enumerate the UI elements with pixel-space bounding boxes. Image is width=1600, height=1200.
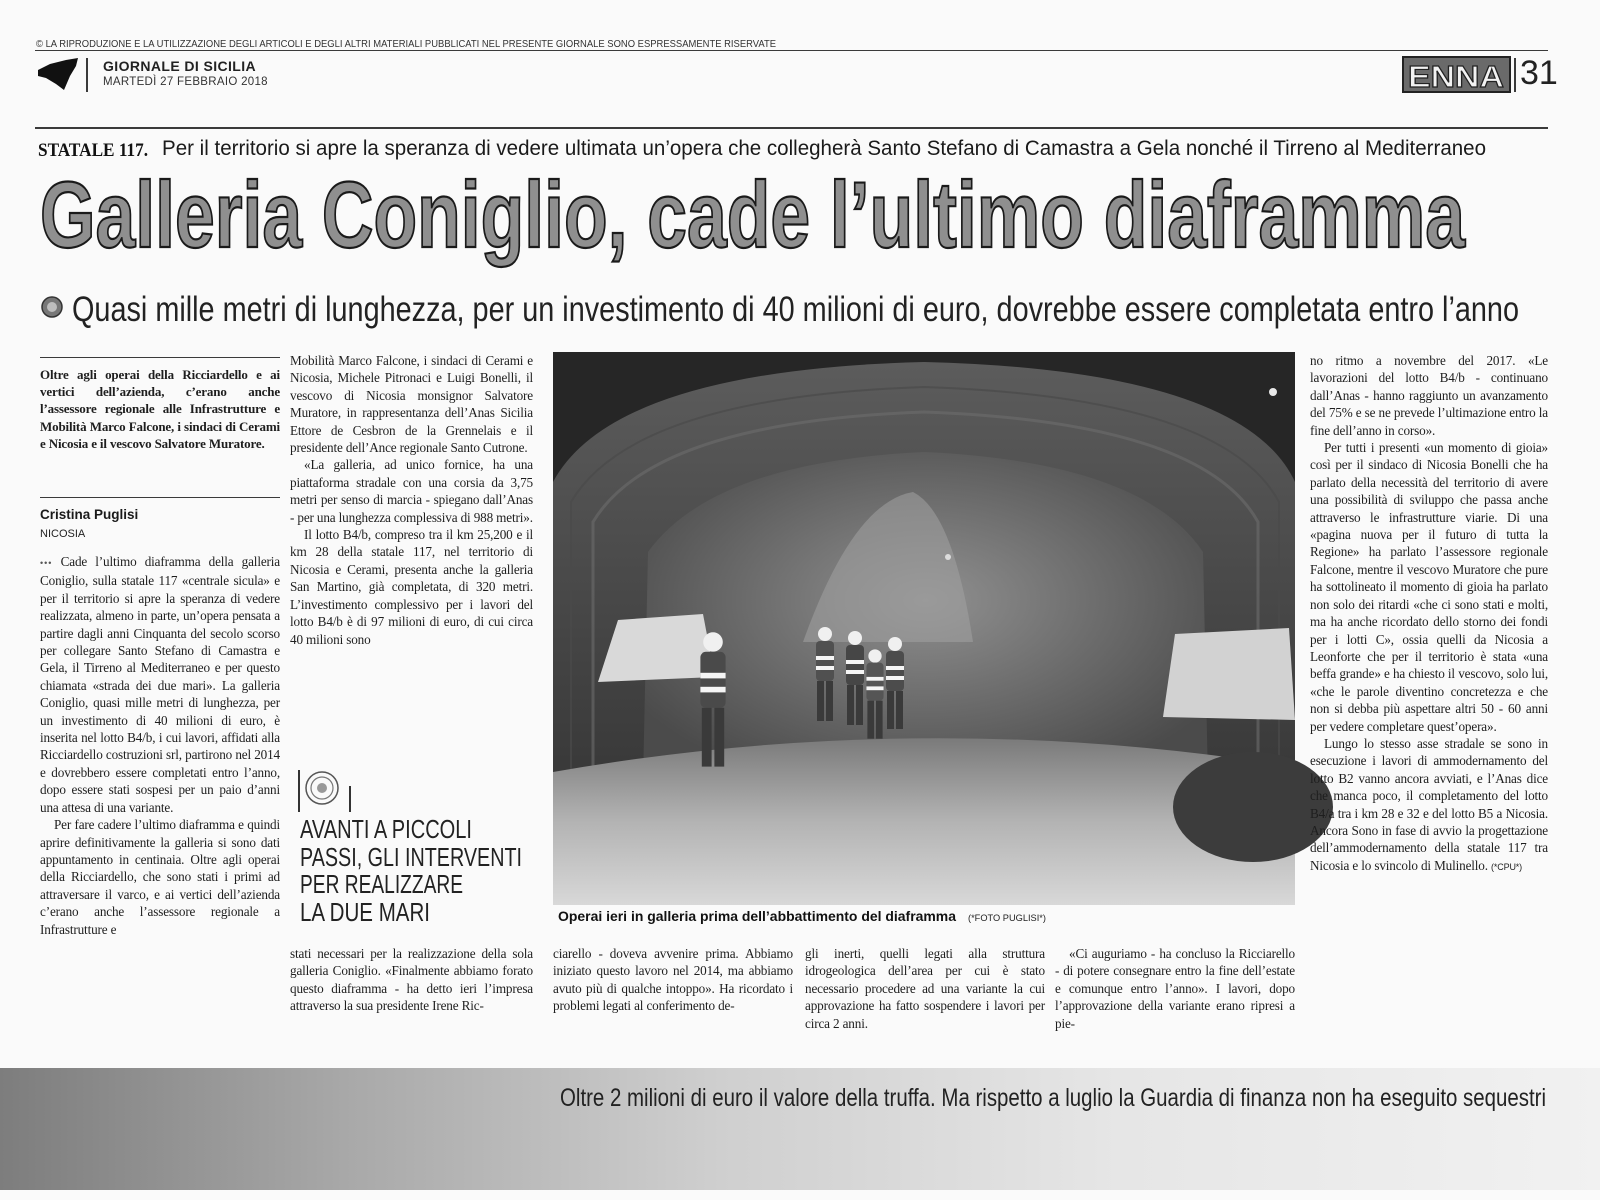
svg-text:Galleria Coniglio, cade l’ulti: Galleria Coniglio, cade l’ultimo diaframma xyxy=(40,162,1466,267)
column-1 xyxy=(40,553,280,938)
paragraph: Mobilità Marco Falcone, i sindaci di Cerami e Nicosia, Michele Pitronaci e Luigi Bonelli, il vescovo di Nicosia monsignor Salvatore Muratore, in rappresentanza dell’Anas Sicilia Ettore de Cesbron de la Grennelais e il presidente dell’Ance regionale Santo Cutrone. xyxy=(290,353,533,456)
paragraph: gli inerti, quelli legati alla struttura idrogeologica dell’area per cui è stato necessario procedere ad una variante la cui approvazione ha fatto sospendere i lavori per circa 2 anni. xyxy=(805,946,1045,1031)
column-2-top xyxy=(290,352,533,648)
svg-text:Per il territorio si apre la s: Per il territorio si apre la speranza di vedere ultimata un’opera che collegherà Santo Stefano di Camastra a Gela nonché il Tirreno al Mediterraneo xyxy=(162,136,1487,160)
header-divider xyxy=(86,58,88,92)
article-summary: Oltre agli operai della Ricciardello e ai vertici dell’azienda, c’erano anche l’assessore regionale alle Infrastrutture e Mobilità Marco Falcone, i sindaci di Cerami e Nicosia e il vescovo Salvatore Muratore. xyxy=(40,367,280,451)
paragraph-text: Cade l’ultimo diaframma della galleria Coniglio, sulla statale 117 «centrale sicula» e per il territorio si apre la speranza di vedere realizzata, almeno in parte, un’opera pensata a partire dagli anni Cinquanta del secolo scorso per collegare Santo Stefano di Camastra e Gela, il Tirreno al Mediterraneo e per questo chiamata «strada dei due mari». La galleria Coniglio, quasi mille metri di lunghezza, per un investimento di 40 milioni di euro, è inserita nel lotto B4/b, i cui lavori, affidati alla Ricciardello costruzioni srl, partirono nel 2014 e dovrebbero essere completati entro l’anno, dopo essere stati sospesi per un paio d’anni una attesa di una variante. xyxy=(40,554,280,815)
svg-text:STATALE 117.: STATALE 117. xyxy=(38,140,148,161)
tunnel-photo xyxy=(553,352,1295,905)
summary-top-rule xyxy=(40,357,280,358)
bullet-icon xyxy=(40,295,64,319)
svg-text:(*FOTO PUGLISI*): (*FOTO PUGLISI*) xyxy=(968,913,1046,923)
photo-caption xyxy=(556,906,1056,928)
lead-marker: ••• xyxy=(40,558,53,568)
svg-text:LA DUE MARI: LA DUE MARI xyxy=(300,897,430,927)
paper-name: GIORNALE DI SICILIA xyxy=(103,58,257,74)
paragraph: «Ci auguriamo - ha concluso la Ricciarello - di potere consegnare entro la fine dell’estate e comunque entro l’anno». I lavori, dopo l’approvazione della variante erano ripresi a pie- xyxy=(1055,946,1295,1031)
header-rule xyxy=(35,50,1548,51)
pull-quote xyxy=(298,812,534,928)
author-byline: Cristina Puglisi xyxy=(40,507,139,522)
paragraph: stati necessari per la realizzazione della sola galleria Coniglio. «Finalmente abbiamo forato questo diaframma - ha detto ieri l’impresa attraverso la sua presidente Irene Ric- xyxy=(290,946,533,1014)
column-2-bottom xyxy=(290,945,533,1015)
section-badge xyxy=(1402,56,1512,94)
kicker-text xyxy=(162,132,1492,162)
headline xyxy=(36,162,1476,270)
svg-text:AVANTI A PICCOLI: AVANTI A PICCOLI xyxy=(300,814,472,844)
issue-date: MARTEDÌ 27 FEBBRAIO 2018 xyxy=(103,76,268,88)
page-number: 31 xyxy=(1520,54,1558,92)
quote-icon xyxy=(296,768,354,814)
summary-bottom-rule xyxy=(40,497,280,498)
column-5 xyxy=(1055,945,1295,1032)
paragraph xyxy=(40,553,280,816)
kicker-rule xyxy=(35,127,1548,129)
author-initials: (*CPU*) xyxy=(1491,861,1522,872)
paragraph-text: Lungo lo stesso asse stradale se sono in esecuzione i lavori di ammodernamento del lotto B2 vanno ancora avviati, e l’Anas dice che manca poco, il completamento del lotto B4/a tra i km 28 e 32 e del lotto B5 a Nicosia. Ancora Sono in fase di avvio la progettazione dell’ammodernamento della statale 117 tra Nicosia e lo svincolo di Mulinello. xyxy=(1310,735,1548,873)
kicker-label xyxy=(38,134,152,162)
copyright-notice xyxy=(36,36,781,50)
svg-text:ENNA: ENNA xyxy=(1408,59,1504,94)
paragraph: Per tutti i presenti «un momento di gioia» così per il sindaco di Nicosia Bonelli che ha parlato della necessità del territorio di avere una possibilità di sviluppo che passa anche attraverso le infrastrutture viarie. Di una «pagina nuova per il futuro di tutta la Regione» ha parlato l’assessore regionale Falcone, mentre il vescovo Muratore che pure ha sottolineato il momento di gioia ha parlato non solo dei ritardi «che ci sono stati e molti, ma ha anche ricordato dello storno dei fondi per i lotti C», ossia quelli da Nicosia a Leonforte che per il territorio è stata «una beffa grande» e ha chiesto il vescovo, solo lui, «che le parole diventino concretezza e che non si debba più aspettare altri 50 - 60 anni per vedere completare quest’opera». xyxy=(1310,440,1548,734)
svg-text:Oltre 2 milioni di euro il val: Oltre 2 milioni di euro il valore della truffa. Ma rispetto a luglio la Guardia di finanza non ha eseguito sequestri xyxy=(560,1084,1546,1112)
svg-text:Operai ieri in galleria prima: Operai ieri in galleria prima dell’abbattimento del diaframma xyxy=(558,909,957,924)
svg-text:PASSI, GLI INTERVENTI: PASSI, GLI INTERVENTI xyxy=(300,842,522,872)
column-3 xyxy=(553,945,793,1015)
paragraph: Per fare cadere l’ultimo diaframma e quindi aprire definitivamente la galleria si sono dati appuntamento in centinaia. Oltre agli operai della Ricciardello, che sono stati i primi ad attraversare il varco, e ai vertici dell’azienda c’erano anche l’assessore regionale a Infrastrutture e xyxy=(40,817,280,937)
equipment-right xyxy=(1163,628,1295,720)
paragraph: «La galleria, ad unico fornice, ha una piattaforma stradale con una corsia da 3,75 metri per senso di marcia - spiegano dall’Anas - per una lunghezza complessiva di 988 metri». xyxy=(290,457,533,525)
dateline-location: NICOSIA xyxy=(40,528,86,540)
svg-text:© LA RIPRODUZIONE E LA UTILIZZ: © LA RIPRODUZIONE E LA UTILIZZAZIONE DEGLI ARTICOLI E DEGLI ALTRI MATERIALI PUBBLICATI NEL PRESENTE GIORNALE SONO ESPRESSAMENTE RISERVATE xyxy=(36,39,777,50)
svg-text:PER REALIZZARE: PER REALIZZARE xyxy=(300,869,463,899)
column-4 xyxy=(805,945,1045,1032)
paragraph: ciarello - doveva avvenire prima. Abbiamo iniziato questo lavoro nel 2014, ma abbiamo avuto più di qualche intoppo». Ha ricordato i problemi legati al conferimento de- xyxy=(553,946,793,1014)
svg-text:Quasi mille metri di lunghezza: Quasi mille metri di lunghezza, per un investimento di 40 milioni di euro, dovrebbe essere completata entro l’anno xyxy=(72,290,1519,329)
subheadline xyxy=(72,285,1524,335)
sicily-island-icon xyxy=(36,56,80,92)
paragraph: no ritmo a novembre del 2017. «Le lavorazioni del lotto B4/b - continuano dall’Anas - hanno raggiunto un avanzamento del 75% e se ne prevede l’ultimazione entro la fine dell’anno in corso». xyxy=(1310,353,1548,438)
next-article-headline xyxy=(560,1078,1552,1118)
section-divider xyxy=(1514,58,1516,92)
paragraph xyxy=(1310,735,1548,876)
paragraph: Il lotto B4/b, compreso tra il km 25,200 e il km 28 della statale 117, nel territorio di Nicosia e Cerami, presenta anche la galleria San Martino, già completata, di 320 metri. L’investimento complessivo per i lavori del lotto B4/b è di 97 milioni di euro, di cui circa 40 milioni sono xyxy=(290,527,533,647)
column-6 xyxy=(1310,352,1548,876)
